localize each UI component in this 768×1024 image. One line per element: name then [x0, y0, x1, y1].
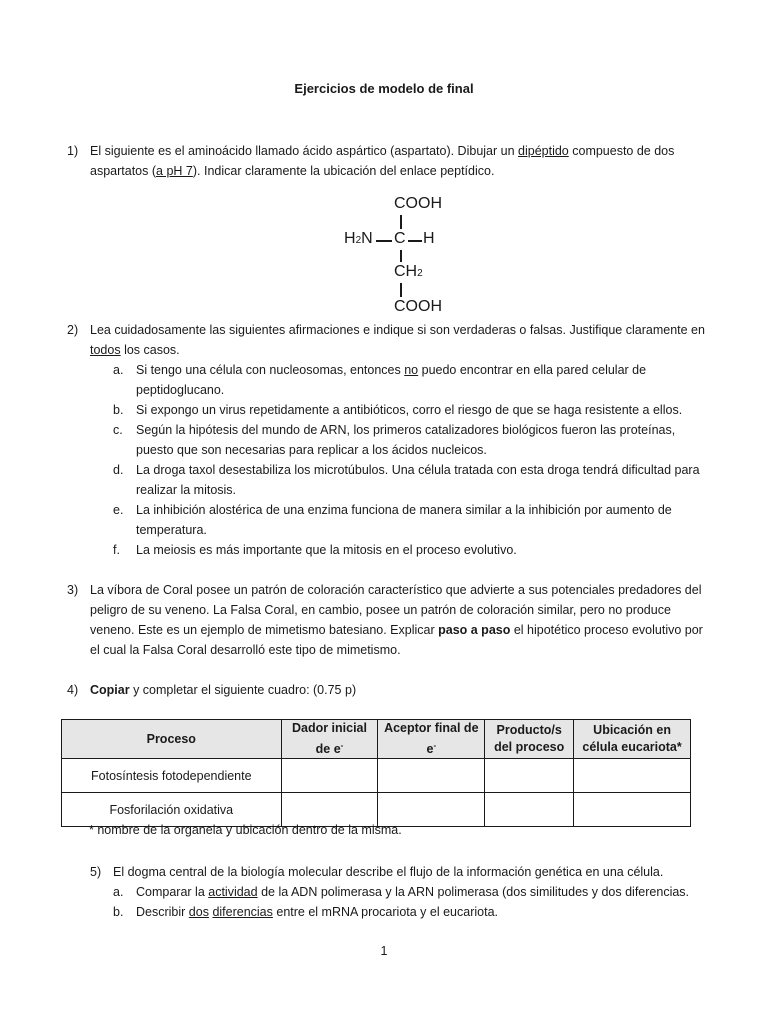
question-1	[67, 141, 707, 181]
underlined-term: no	[404, 363, 419, 377]
text-run: entre el mRNA procariota y el eucariota.	[272, 905, 498, 919]
list-item	[113, 902, 710, 922]
underlined-term: dipéptido	[518, 144, 569, 158]
header-ubicacion: Ubicación en célula eucariota*	[574, 720, 691, 759]
question-text	[90, 580, 707, 660]
question-number: 4)	[67, 683, 79, 697]
bond-line	[400, 283, 402, 297]
alpha-carbon: C	[394, 230, 406, 247]
text-run: y completar el siguiente cuadro: (0.75 p)	[129, 683, 357, 697]
empty-cell	[281, 759, 378, 793]
question-3	[67, 580, 707, 660]
empty-cell	[574, 759, 691, 793]
row-label: Fosforilación oxidativa	[62, 793, 282, 827]
text-run: de la ADN polimerasa y la ARN polimerasa (dos similitudes y dos diferencias.	[257, 885, 690, 899]
question-5	[90, 862, 710, 922]
empty-cell	[281, 793, 378, 827]
item-letter: b.	[113, 403, 124, 417]
subscript: 2	[417, 268, 423, 279]
row-label: Fotosíntesis fotodependiente	[62, 759, 282, 793]
item-letter: e.	[113, 503, 124, 517]
bond-line	[400, 215, 402, 229]
header-producto: Producto/s del proceso	[485, 720, 574, 759]
item-letter: d.	[113, 463, 124, 477]
ch2-group	[394, 263, 423, 281]
text-run: Comparar la	[136, 885, 209, 899]
text-run: Describir	[136, 905, 189, 919]
empty-cell	[574, 793, 691, 827]
text-run: puedo encontrar en ella pared celular de peptidoglucano.	[136, 363, 647, 397]
text-run: La droga taxol desestabiliza los microtúbulos. Una célula tratada con esta droga tendrá dificultad para realizar la mitosis.	[136, 463, 700, 497]
bond-line	[400, 250, 402, 262]
question-number: 2)	[67, 323, 79, 337]
text-run: compuesto de dos aspartatos (	[90, 144, 675, 178]
aspartate-structure	[340, 192, 480, 324]
question-number: 1)	[67, 144, 79, 158]
cooh-top: COOH	[394, 195, 442, 212]
subscript: 2	[355, 235, 362, 246]
empty-cell	[485, 793, 574, 827]
text-run: CH	[394, 263, 418, 280]
empty-cell	[378, 759, 485, 793]
text-run: La inhibición alostérica de una enzima funciona de manera similar a la inhibición por aumento de temperatura.	[136, 503, 672, 537]
header-aceptor	[378, 720, 485, 759]
list-item	[113, 882, 710, 902]
question-text	[90, 141, 707, 181]
question-number: 5)	[90, 865, 102, 879]
empty-cell	[378, 793, 485, 827]
list-item	[113, 540, 707, 560]
list-item	[113, 400, 707, 420]
item-letter: c.	[113, 423, 123, 437]
list-item	[113, 360, 707, 400]
cooh-bottom: COOH	[394, 298, 442, 315]
header-dador	[281, 720, 378, 759]
bold-term: paso a paso	[438, 623, 511, 637]
underlined-term: todos	[90, 343, 121, 357]
question-text	[90, 680, 707, 700]
underlined-term: dos	[188, 905, 209, 919]
question-4	[67, 680, 707, 700]
process-table	[61, 719, 691, 827]
text-run: Dador inicial de e	[291, 721, 367, 757]
list-item	[113, 460, 707, 500]
bond-line	[376, 240, 392, 242]
page-number: 1	[380, 944, 388, 958]
text-run: H	[344, 230, 356, 247]
table-row	[62, 759, 691, 793]
list-item	[113, 420, 707, 460]
text-run: Aceptor final de e	[384, 721, 479, 757]
empty-cell	[485, 759, 574, 793]
page-title: Ejercicios de modelo de final	[294, 81, 474, 96]
underlined-term: a pH 7	[156, 164, 193, 178]
superscript: -	[340, 741, 344, 750]
text-run: Si tengo una célula con nucleosomas, entonces	[136, 363, 405, 377]
text-run: El siguiente es el aminoácido llamado ácido aspártico (aspartato). Dibujar un	[90, 144, 519, 158]
table-header-row	[62, 720, 691, 759]
table-footnote: * nombre de la organela y ubicación dentro de la misma.	[89, 823, 402, 837]
item-letter: b.	[113, 905, 124, 919]
underlined-term: actividad	[208, 885, 258, 899]
question-2	[67, 320, 707, 560]
bold-term: Copiar	[90, 683, 130, 697]
header-proceso: Proceso	[62, 720, 282, 759]
item-letter: a.	[113, 363, 124, 377]
question-number: 3)	[67, 583, 79, 597]
text-run: los casos.	[120, 343, 180, 357]
question-text	[90, 320, 707, 360]
list-item	[113, 500, 707, 540]
item-letter: f.	[113, 543, 120, 557]
question-text: El dogma central de la biología molecular describe el flujo de la información genética en una célula.	[113, 865, 664, 879]
table-row	[62, 793, 691, 827]
text-run: Según la hipótesis del mundo de ARN, los primeros catalizadores biológicos fueron las proteínas, puesto que son necesarias para replicar a los ácidos nucleicos.	[136, 423, 676, 457]
text-run: La víbora de Coral posee un patrón de coloración característico que advierte a sus potenciales predadores del peligro de su veneno. La Falsa Coral, en cambio, posee un patrón de coloración similar, pero no produce veneno. Este es un ejemplo de mimetismo batesiano. Explicar	[90, 583, 702, 637]
text-run: Lea cuidadosamente las siguientes afirmaciones e indique si son verdaderas o falsas. Justifique claramente en	[90, 323, 705, 337]
text-run: N	[361, 230, 373, 247]
amine-group	[344, 230, 373, 248]
item-letter: a.	[113, 885, 124, 899]
text-run: La meiosis es más importante que la mitosis en el proceso evolutivo.	[136, 543, 517, 557]
text-run: Si expongo un virus repetidamente a antibióticos, corro el riesgo de que se haga resistente a ellos.	[136, 403, 683, 417]
text-run: el hipotético proceso evolutivo por el cual la Falsa Coral desarrolló este tipo de mimetismo.	[90, 623, 703, 657]
superscript: -	[433, 741, 437, 750]
underlined-term: diferencias	[212, 905, 273, 919]
hydrogen: H	[423, 230, 435, 247]
bond-line	[408, 240, 422, 242]
text-run: ). Indicar claramente la ubicación del enlace peptídico.	[192, 164, 495, 178]
